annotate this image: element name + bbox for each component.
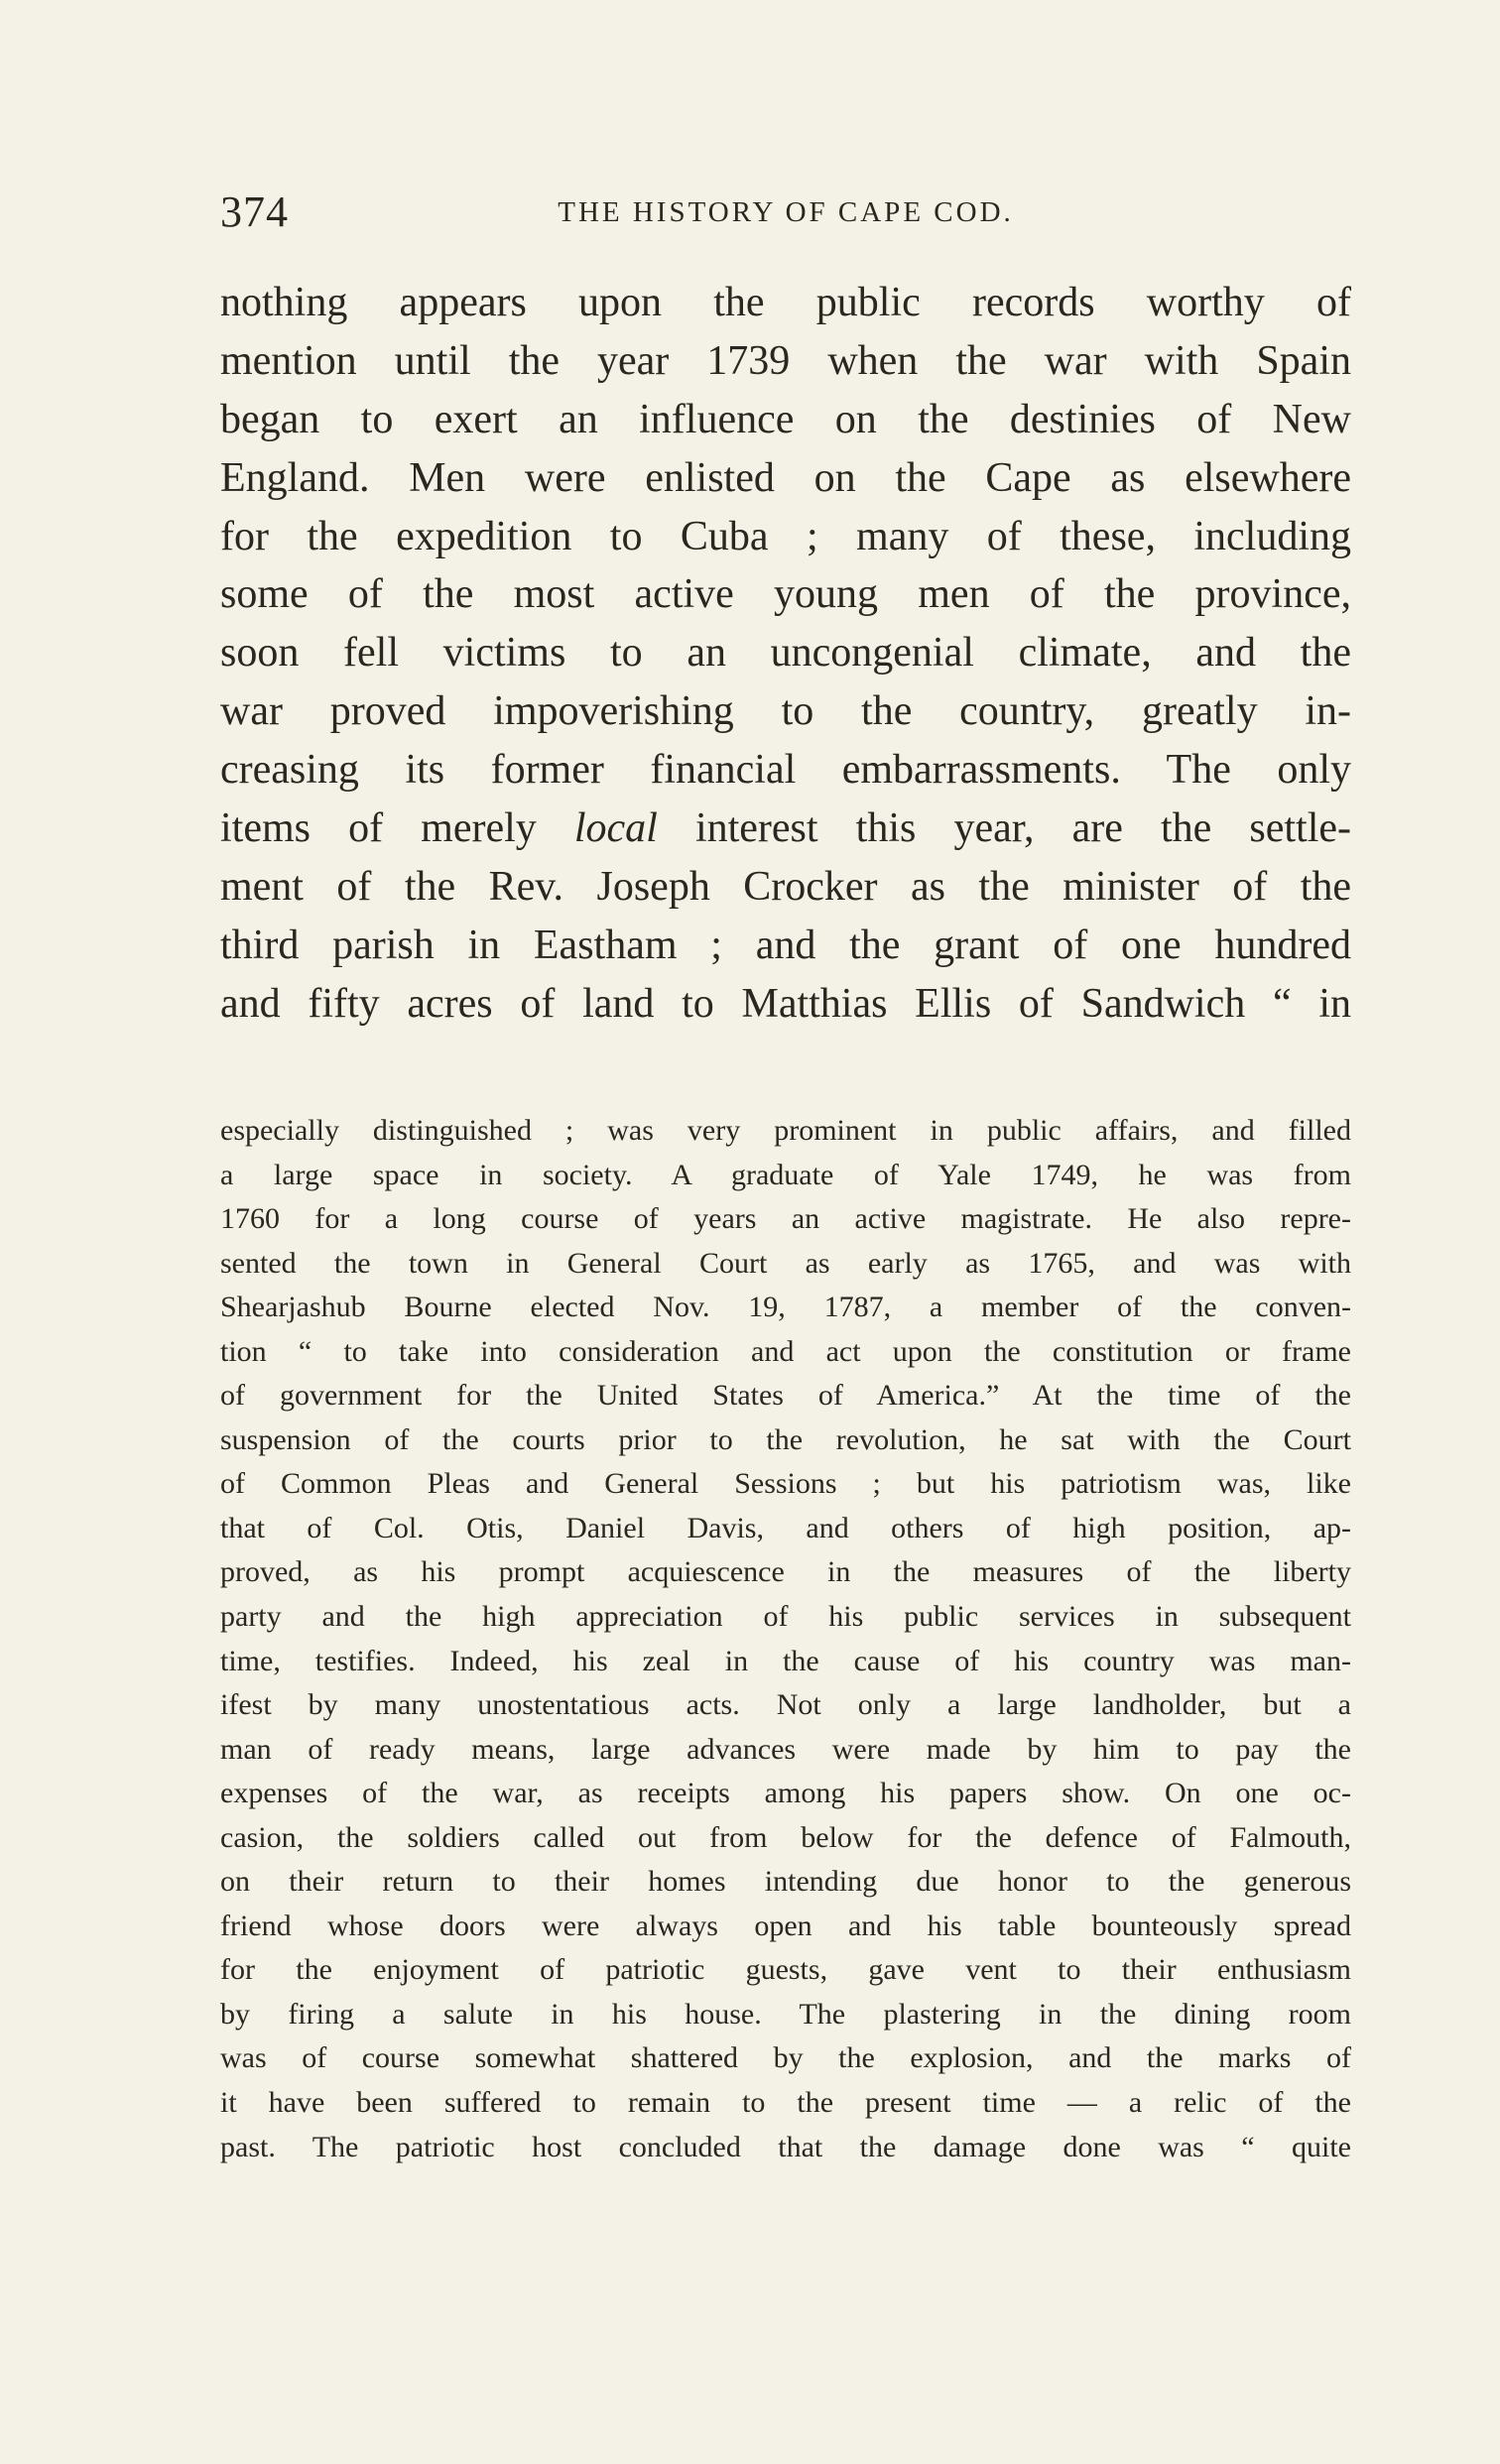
italic-word: local [573,805,658,852]
footnote-line: party and the high appreciation of his public services in subsequent [220,1600,1351,1634]
footnote-line: especially distinguished ; was very prominent in public affairs, and filled [220,1114,1351,1147]
footnote-line: proved, as his prompt acquiescence in the measures of the liberty [220,1555,1351,1589]
footnote-line: it have been suffered to remain to the present time — a relic of the [220,2086,1351,2120]
footnote-line: by firing a salute in his house. The plastering in the dining room [220,1997,1351,2031]
footnote-line: a large space in society. A graduate of Yale 1749, he was from [220,1158,1351,1191]
footnote-line: tion “ to take into consideration and act upon the constitution or frame [220,1334,1351,1368]
line-text-before-italic: items of merely [220,805,574,852]
footnote-line: friend whose doors were always open and his table bounteously spread [220,1909,1351,1942]
footnote-line: past. The patriotic host concluded that the damage done was “ quite [220,2130,1351,2163]
running-title: THE HISTORY OF CAPE COD. [558,196,1014,228]
page-number: 374 [220,187,289,236]
footnote-line: casion, the soldiers called out from below for the defence of Falmouth, [220,1820,1351,1854]
main-text-line: soon fell victims to an uncongenial climate, and the [220,630,1351,677]
footnote-line: expenses of the war, as receipts among his papers show. On one oc- [220,1777,1351,1810]
main-text-line [220,800,1351,858]
main-text-line: creasing its former financial embarrassments. The only [220,747,1351,794]
main-text-line: war proved impoverishing to the country, greatly in- [220,688,1351,735]
footnote-line: sented the town in General Court as early as 1765, and was with [220,1246,1351,1280]
main-body-text [220,274,1351,1034]
footnote-line: time, testifies. Indeed, his zeal in the cause of his country was man- [220,1644,1351,1677]
footnote-line: ifest by many unostentatious acts. Not only a large landholder, but a [220,1688,1351,1722]
main-text-line: mention until the year 1739 when the war with Spain [220,337,1351,384]
main-text-line: and fifty acres of land to Matthias Ellis of Sandwich “ in [220,980,1351,1027]
footnote-line: was of course somewhat shattered by the explosion, and the marks of [220,2041,1351,2075]
footnote-line: of Common Pleas and General Sessions ; but his patriotism was, like [220,1467,1351,1501]
footnote-line: suspension of the courts prior to the revolution, he sat with the Court [220,1422,1351,1456]
main-text-line: ment of the Rev. Joseph Crocker as the minister of the [220,863,1351,910]
page-header [220,186,1351,246]
footnote-line: Shearjashub Bourne elected Nov. 19, 1787, a member of the conven- [220,1291,1351,1324]
main-text-line: England. Men were enlisted on the Cape as elsewhere [220,454,1351,501]
footnote-line: of government for the United States of America.” At the time of the [220,1379,1351,1413]
main-text-line: some of the most active young men of the province, [220,571,1351,618]
main-text-line: began to exert an influence on the destinies of New [220,396,1351,442]
footnote-line: on their return to their homes intending due honor to the generous [220,1865,1351,1899]
footnote-line: for the enjoyment of patriotic guests, gave vent to their enthusiasm [220,1953,1351,1987]
footnote-line: 1760 for a long course of years an active magistrate. He also repre- [220,1202,1351,1236]
line-text-after-italic: interest this year, are the settle- [657,805,1352,852]
footnote-line: man of ready means, large advances were made by him to pay the [220,1732,1351,1766]
main-text-line: third parish in Eastham ; and the grant of one hundred [220,922,1351,968]
footnote-line: that of Col. Otis, Daniel Davis, and others of high position, ap- [220,1511,1351,1544]
main-text-line: for the expedition to Cuba ; many of these, including [220,513,1351,559]
main-text-line: nothing appears upon the public records worthy of [220,280,1351,325]
footnote-text [220,1109,1351,2169]
